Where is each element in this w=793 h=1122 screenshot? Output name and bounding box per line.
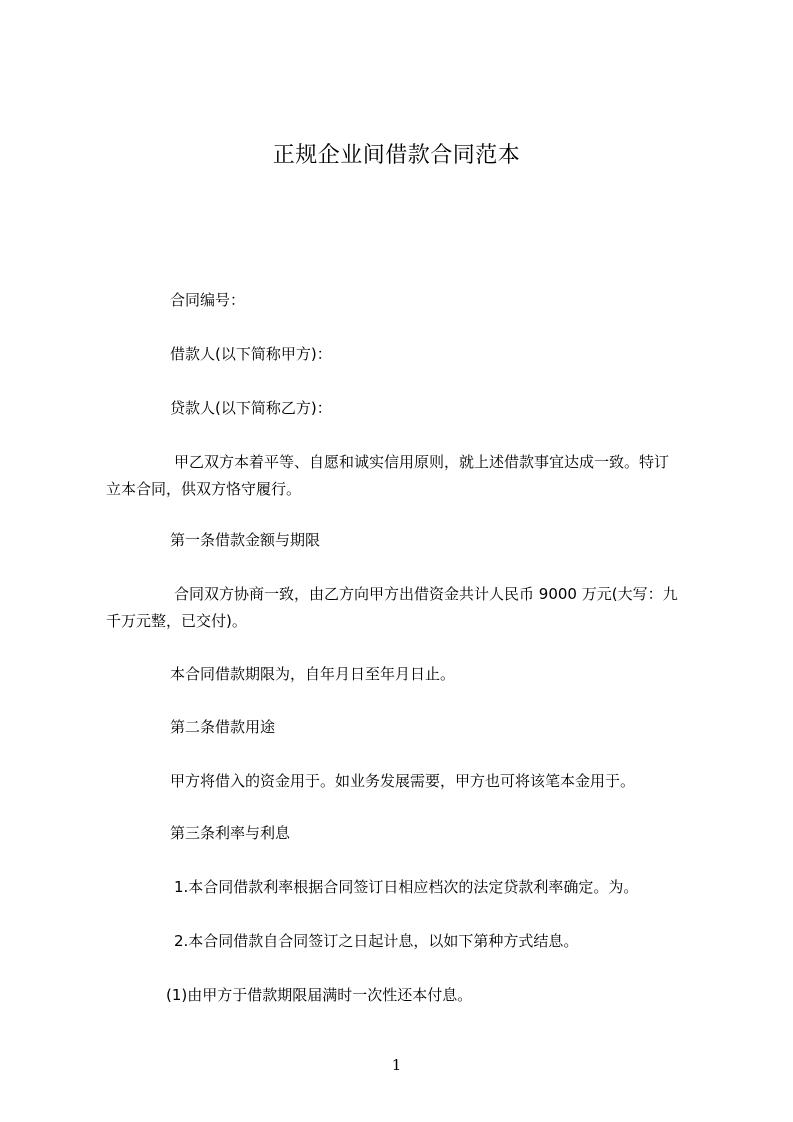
loan-term-paragraph: 本合同借款期限为，自年月日至年月日止。	[170, 665, 456, 683]
article-3-item-2: 2.本合同借款自合同签订之日起计息，以如下第种方式结息。	[174, 932, 579, 950]
article-3-item-1: 1.本合同借款利率根据合同签订日相应档次的法定贷款利率确定。为。	[174, 878, 639, 896]
article-3-heading: 第三条利率与利息	[170, 824, 291, 842]
document-title: 正规企业间借款合同范本	[272, 143, 521, 168]
article-1-heading: 第一条借款金额与期限	[170, 531, 321, 549]
article-2-paragraph: 甲方将借入的资金用于。如业务发展需要，甲方也可将该笔本金用于。	[170, 772, 636, 790]
lender-line: 贷款人(以下简称乙方)：	[170, 399, 332, 417]
preamble-paragraph-line-1: 甲乙双方本着平等、自愿和诚实信用原则，就上述借款事宜达成一致。特订	[174, 453, 670, 471]
article-1-paragraph-line-1: 合同双方协商一致，由乙方向甲方出借资金共计人民币 9000 万元(大写：九	[174, 585, 678, 603]
article-1-paragraph-line-2: 千万元整，已交付)。	[106, 612, 247, 630]
article-3-subitem-1: (1)由甲方于借款期限届满时一次性还本付息。	[166, 986, 473, 1004]
preamble-paragraph-line-2: 立本合同，供双方恪守履行。	[106, 480, 302, 498]
page-number: 1	[391, 1056, 402, 1074]
contract-number-line: 合同编号：	[170, 291, 246, 309]
article-2-heading: 第二条借款用途	[170, 718, 276, 736]
borrower-line: 借款人(以下简称甲方)：	[170, 345, 332, 363]
